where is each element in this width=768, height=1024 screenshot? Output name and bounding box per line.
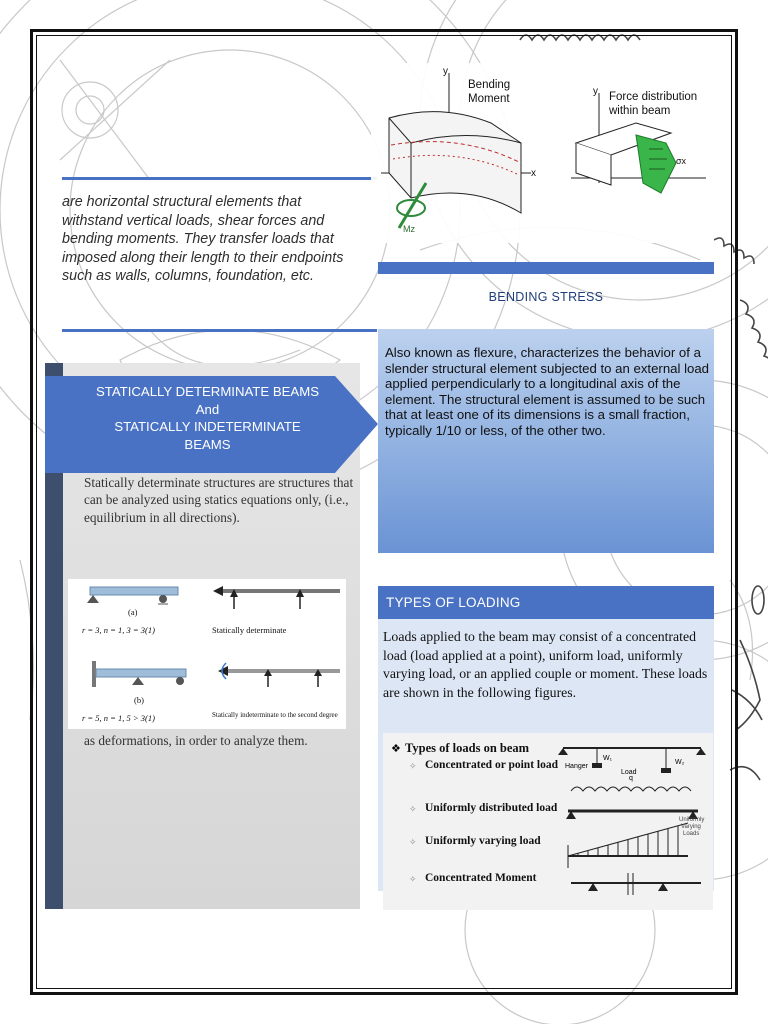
label-hanger: Hanger <box>565 763 588 770</box>
label-within-beam: within beam <box>609 105 671 117</box>
statically-determinate-text: Statically determinate structures are structures that can be analyzed using statics equations only, (i.e., equilibrium in all directions). <box>84 475 354 525</box>
axis-x-left: x <box>531 168 536 179</box>
banner-text <box>75 383 340 453</box>
label-a: (a) <box>128 607 138 617</box>
label-q: q <box>629 775 633 782</box>
banner-line-3: STATICALLY INDETERMINATE <box>114 419 301 434</box>
load-item-varying: Uniformly varying load <box>425 835 541 847</box>
deformations-text: as deformations, in order to analyze them. <box>84 733 308 748</box>
bullet-icon: ✧ <box>409 837 417 847</box>
label-varying-2: Varying <box>681 824 701 830</box>
axis-y-right: y <box>593 86 598 97</box>
label-w1: W₁ <box>603 755 612 762</box>
equation-b: r = 5, n = 1, 5 > 3(1) <box>82 713 155 723</box>
loads-figure-title: Types of loads on beam <box>405 741 530 755</box>
bending-stress-title: BENDING STRESS <box>488 290 604 304</box>
load-item-moment: Concentrated Moment <box>425 872 537 884</box>
label-bending: Bending <box>468 79 511 91</box>
banner-line-4: BEAMS <box>184 436 231 452</box>
label-load: Load <box>621 769 637 776</box>
load-item-uniform: Uniformly distributed load <box>425 802 558 814</box>
equation-a: r = 3, n = 1, 3 = 3(1) <box>82 625 155 635</box>
bullet-icon: ✧ <box>409 761 417 771</box>
banner-line-1: STATICALLY DETERMINATE BEAMS <box>95 384 319 399</box>
label-force-distribution: Force distribution <box>609 91 698 103</box>
bullet-diamond-icon: ❖ <box>391 743 401 755</box>
load-item-concentrated: Concentrated or point load <box>425 759 558 771</box>
label-w2: W₂ <box>675 759 685 766</box>
label-varying-3: Loads <box>683 831 700 837</box>
types-of-loading-title: TYPES OF LOADING <box>386 595 521 610</box>
bending-stress-text: Also known as flexure, characterizes the behavior of a slender structural element subjected to an external load applied perpendicularly to a longitudinal axis of the element. The structural element is assumed to be such that at least one of its dimensions is a small fraction, typically 1/10 or less, of the other two. <box>385 345 710 438</box>
types-of-loads-figure <box>383 733 713 910</box>
label-mz: Mz <box>403 224 415 234</box>
label-b: (b) <box>134 695 144 705</box>
caption-determinate: Statically determinate <box>212 625 287 635</box>
bending-moment-figure <box>371 63 714 243</box>
beam-diagram <box>68 579 346 729</box>
types-of-loading-text: Loads applied to the beam may consist of a concentrated load (load applied at a point), uniform load, uniformly varying load, or an applied couple or moment. These loads are shown in the following figures. <box>383 629 708 700</box>
intro-rule-top <box>62 177 377 180</box>
axis-y-left: y <box>443 66 448 77</box>
banner-line-2: And <box>195 401 220 417</box>
bullet-icon: ✧ <box>409 874 417 884</box>
bullet-icon: ✧ <box>409 804 417 814</box>
intro-rule-bottom <box>62 329 377 332</box>
label-moment: Moment <box>468 93 510 105</box>
intro-paragraph: are horizontal structural elements that withstand vertical loads, shear forces and bending moments. They transfer loads that imposed along their length to their endpoints such as walls, columns, foundation, etc. <box>62 194 344 284</box>
bending-moment-diagram <box>371 63 714 243</box>
beam-determinacy-figure <box>68 579 346 729</box>
bending-stress-band <box>378 262 714 274</box>
caption-indeterminate: Statically indeterminate to the second degree <box>212 711 338 719</box>
label-varying-1: Uniformly <box>679 817 705 823</box>
label-sigma-x: σx <box>676 156 687 166</box>
